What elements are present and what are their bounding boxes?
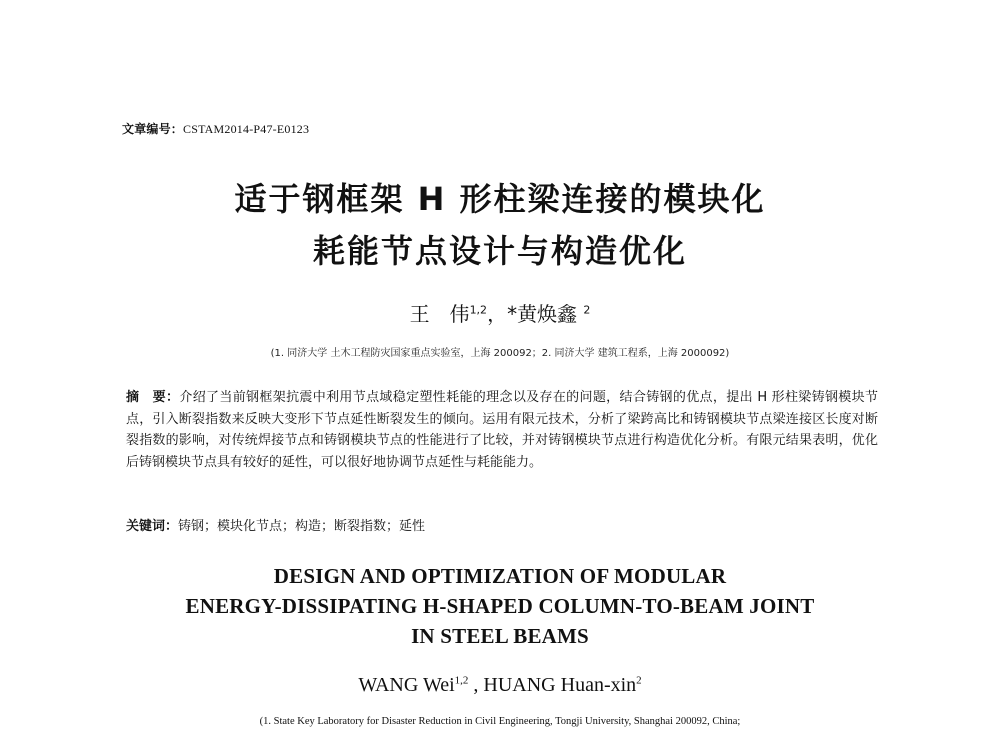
english-title-line-2: ENERGY-DISSIPATING H-SHAPED COLUMN-TO-BEAM JOINT — [185, 594, 815, 618]
english-title-line-1: DESIGN AND OPTIMIZATION OF MODULAR — [273, 564, 727, 588]
chinese-title-line-2: 耗能节点设计与构造优化 — [312, 232, 687, 270]
abstract-label: 摘 要： — [126, 390, 180, 405]
keywords-text: 铸钢；模块化节点；构造；断裂指数；延性 — [178, 519, 426, 534]
article-number-value: CSTAM2014-P47-E0123 — [183, 122, 310, 136]
chinese-title-line-1: 适于钢框架 H 形柱梁连接的模块化 — [234, 180, 766, 218]
keywords-label: 关键词： — [126, 519, 179, 534]
abstract-text: 介绍了当前钢框架抗震中利用节点域稳定塑性耗能的理念以及存在的问题，结合铸钢的优点，提出 H 形柱梁铸钢模块节点，引入断裂指数来反映大变形下节点延性断裂发生的倾向。运用有限元技术，分析了梁跨高比和铸钢模块节点梁连接区长度对断裂指数的影响，对传统焊接节点和铸钢模块节点的性能进行了比较，并对铸钢模块节点进行构造优化分析。有限元结果表明，优化后铸钢模块节点具有较好的延性，可以很好地协调节点延性与耗能能力。 — [126, 390, 878, 470]
author-2-en-affil: 2 — [636, 674, 642, 687]
author-1-cn-affil: 1,2 — [469, 303, 488, 317]
author-separator-cn: ， — [487, 302, 508, 326]
english-authors — [0, 674, 1000, 697]
english-affiliation: (1. State Key Laboratory for Disaster Reduction in Civil Engineering, Tongji University, Shanghai 200092, China; — [259, 716, 741, 727]
chinese-authors — [0, 298, 1000, 327]
author-2-cn: *黄焕鑫 — [507, 302, 578, 326]
author-separator-en: , — [468, 674, 484, 696]
article-number — [122, 120, 309, 137]
author-1-cn: 王 伟 — [409, 302, 470, 326]
english-title-line-3: IN STEEL BEAMS — [411, 624, 589, 648]
author-2-en: HUANG Huan-xin — [483, 674, 637, 696]
article-number-label: 文章编号： — [122, 122, 184, 136]
chinese-keywords — [126, 515, 878, 534]
author-1-en-affil: 1,2 — [454, 674, 469, 687]
author-1-en: WANG Wei — [358, 674, 455, 696]
chinese-abstract — [126, 387, 878, 473]
chinese-affiliation: (1. 同济大学 土木工程防灾国家重点实验室，上海 200092；2. 同济大学 建筑工程系，上海 2000092) — [270, 348, 730, 359]
author-2-cn-affil: 2 — [583, 303, 591, 317]
